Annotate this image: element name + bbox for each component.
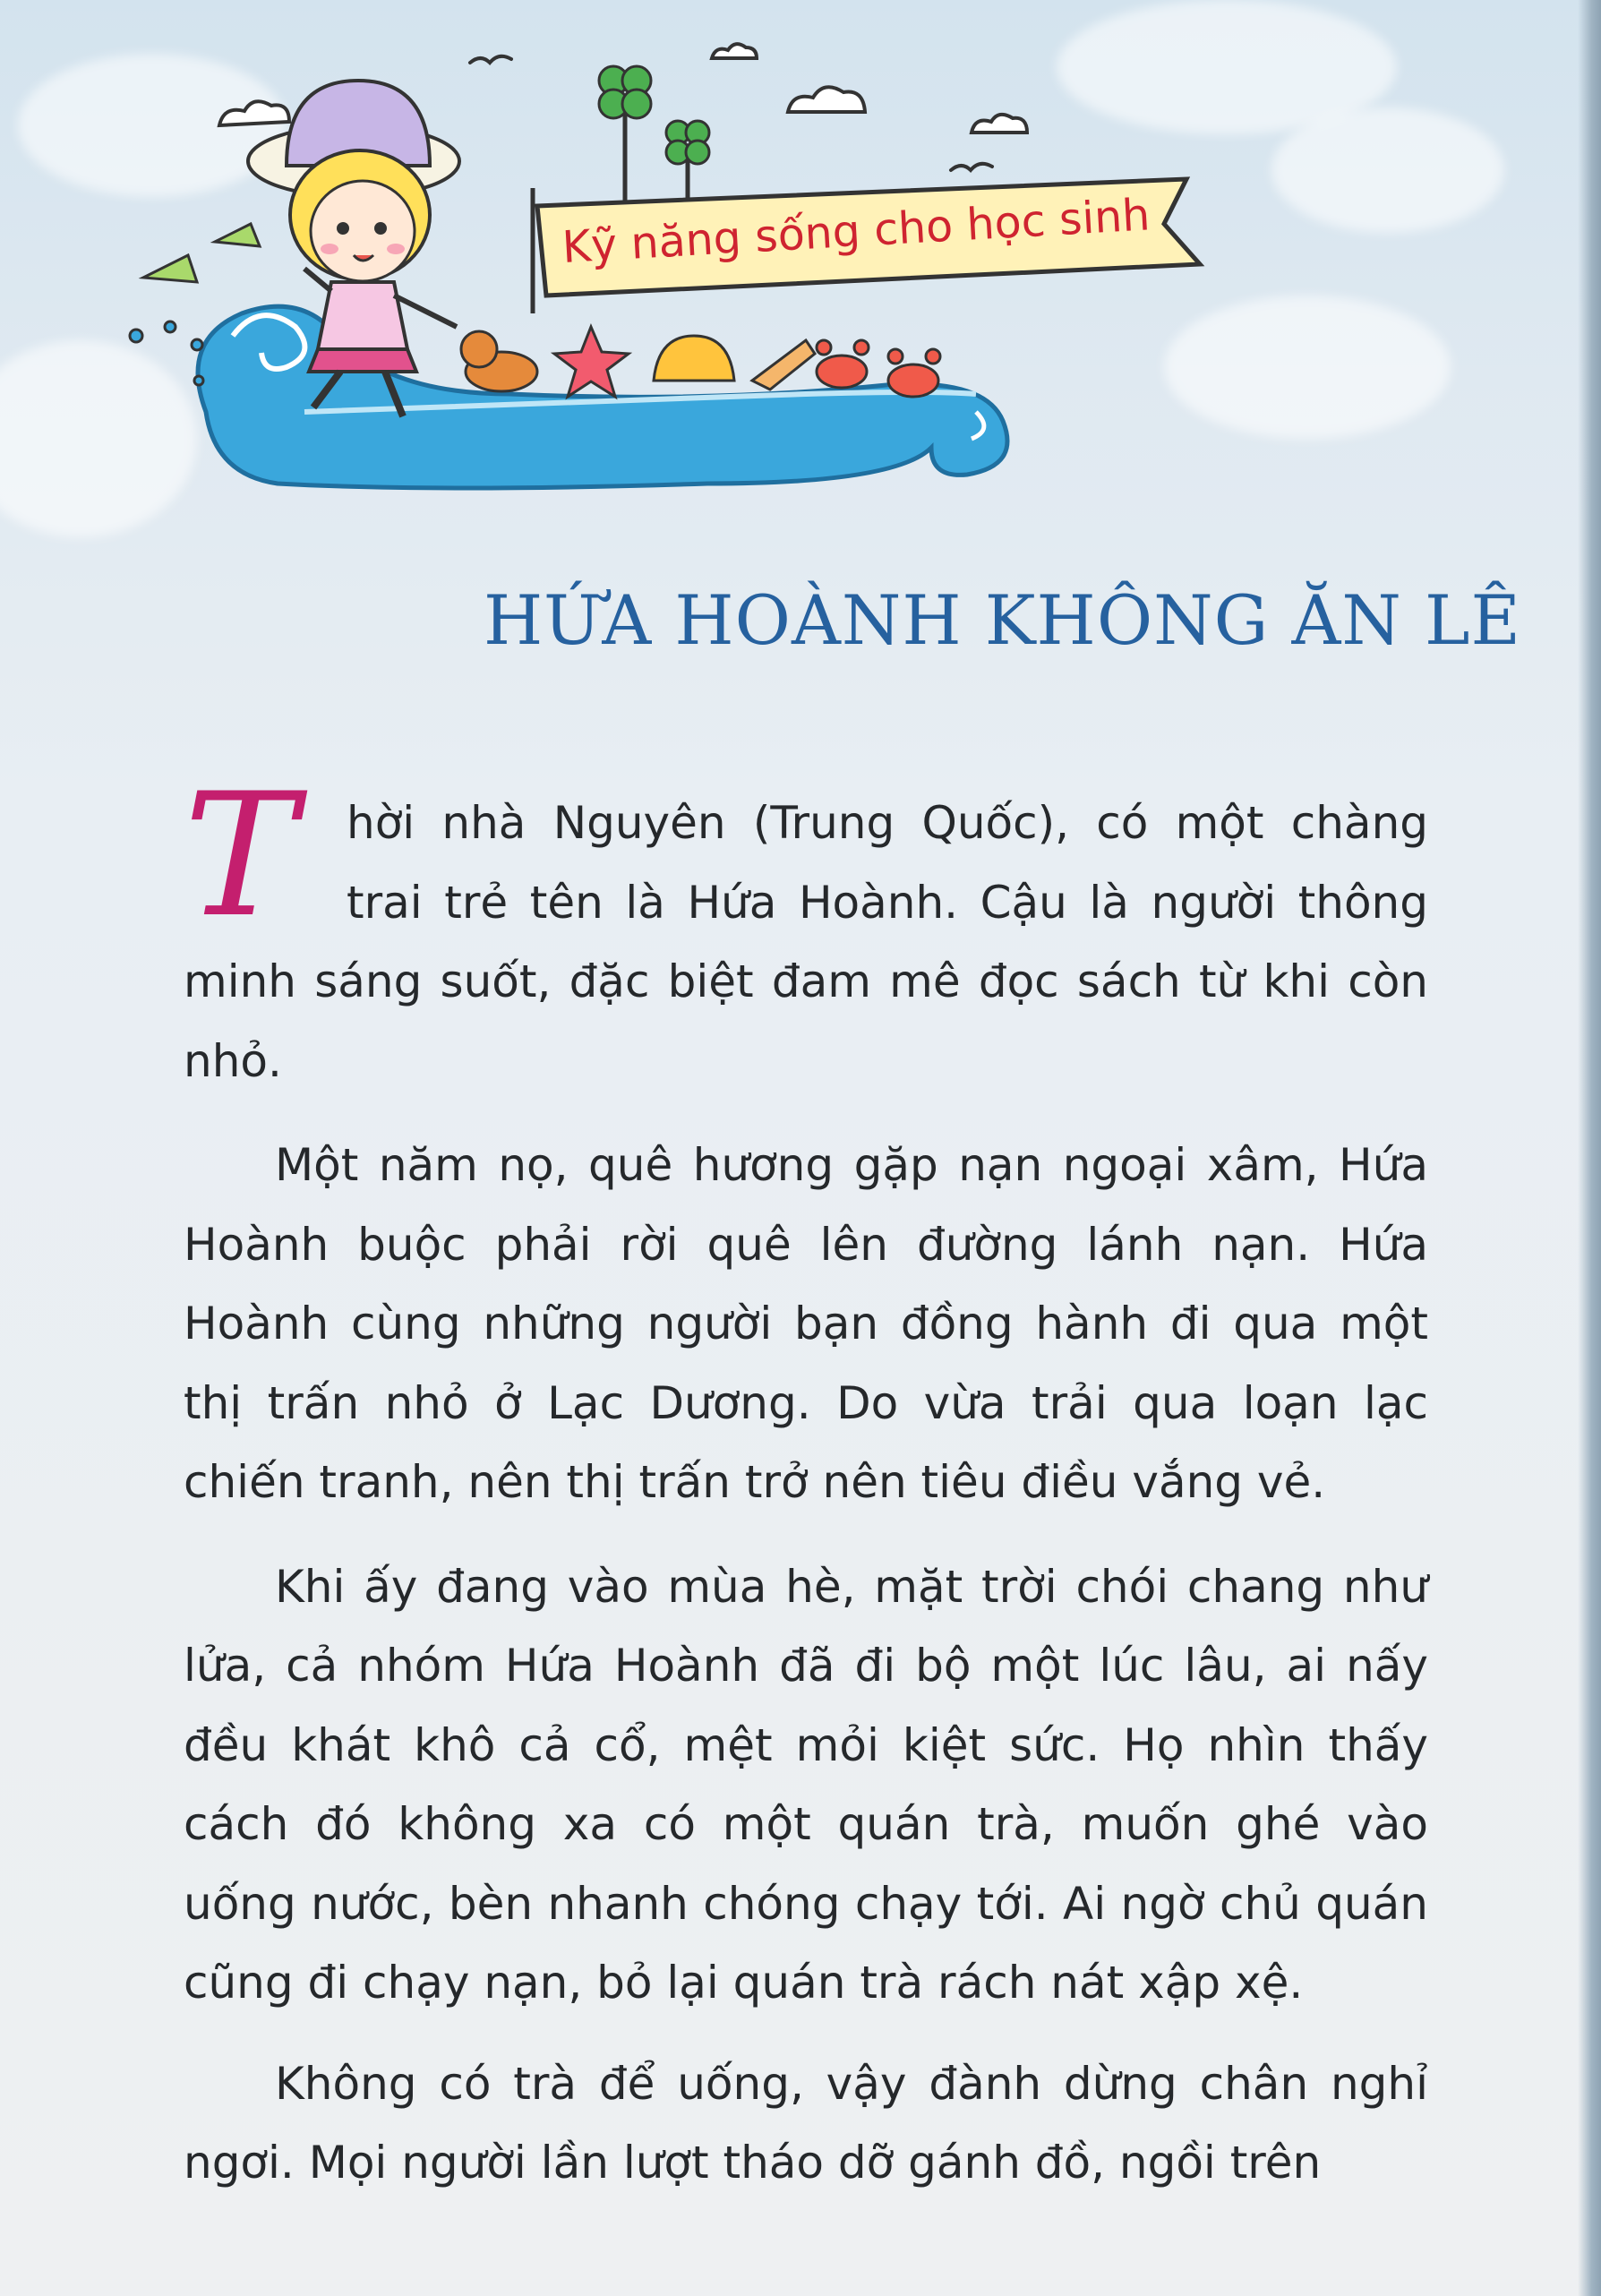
story-paragraph [184,757,1428,1101]
story-paragraph-text: hời nhà Nguyên (Trung Quốc), có một chàng trai trẻ tên là Hứa Hoành. Cậu là người thông minh sáng suốt, đặc biệt đam mê đọc sách từ khi còn nhỏ. [184,797,1428,1087]
story-title: HỨA HOÀNH KHÔNG ĂN LÊ [484,580,1521,660]
starfish-icon [554,327,629,397]
conch-icon [752,340,815,390]
bird-icon [470,56,992,170]
drop-cap: T [184,757,297,955]
story-paragraph: Khi ấy đang vào mùa hè, mặt trời chói chang như lửa, cả nhóm Hứa Hoành đã đi bộ một lúc lâu, ai nấy đều khát khô cả cổ, mệt mỏi kiệt sức. Họ nhìn thấy cách đó không xa có một quán trà, muốn ghé vào uống nước, bèn nhanh chóng chạy tới. Ai ngờ chủ quán cũng đi chạy nạn, bỏ lại quán trà rách nát xập xệ. [184,1560,1428,2009]
clover-tree-icon [599,66,709,215]
sky-cloud [1271,107,1504,233]
dog-icon [461,331,537,391]
page-edge-shadow [1578,0,1601,2296]
story-body [184,757,1428,2203]
series-banner-label: Kỹ năng sống cho học sinh [561,189,1152,273]
story-paragraph: Một năm nọ, quê hương gặp nạn ngoại xâm, Hứa Hoành buộc phải rời quê lên đường lánh nạn. Hứa Hoành cùng những người bạn đồng hành đi qua một thị trấn nhỏ ở Lạc Dương. Do vừa trải qua loạn lạc chiến tranh, nên thị trấn trở nên tiêu điều vắng vẻ. [184,1139,1428,1508]
story-paragraph: Không có trà để uống, vậy đành dừng chân nghỉ ngơi. Mọi người lần lượt tháo dỡ gánh đồ, ngồi trên [184,2057,1428,2189]
shell-icon [654,336,734,381]
